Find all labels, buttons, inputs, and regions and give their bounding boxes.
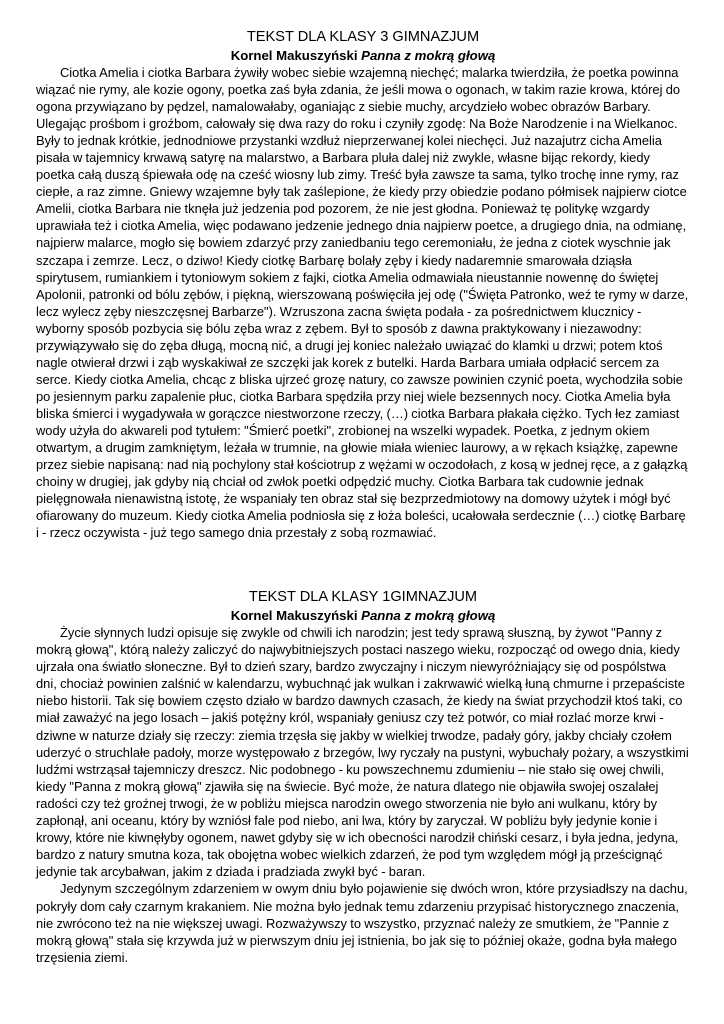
work-title: Panna z mokrą głową [361, 48, 496, 63]
body-paragraph: Ciotka Amelia i ciotka Barbara żywiły wobec siebie wzajemną niechęć; malarka twierdziła, że poetka powinna wiązać nie rymy, ale kozie ogony, poetka zaś była zdania, że jeśli mowa o ogonach, w takim razie krowa, której do ogona przywiązano by pędzel, namalowałaby, oganiając z siebie muchy, arcydzieło wobec obrazów Barbary. Ulegając prośbom i groźbom, całowały się dwa razy do roku i czyniły zgodę: Na Boże Narodzenie i na Wielkanoc. Były to jednak krótkie, jednodniowe przystanki wzdłuż nieprzerwanej kolei niechęci. Już nazajutrz cicha Amelia pisała w tajemnicy krwawą satyrę na malarstwo, a Barbara pluła dalej niż zwykle, własne bijąc rekordy, kiedy poetka całą duszą śpiewała odę na cześć wiosny lub zimy. Treść była zawsze ta sama, tylko trochę inne rymy, raz ciepłe, a raz zimne. Gniewy wzajemne były tak zaślepione, że kiedy przy obiedzie podano półmisek najpierw ciotce Amelii, ciotka Barbara nie tknęła już jedzenia pod pozorem, że nie jest głodna. Ponieważ tę politykę wzgardy uprawiała też i ciotka Amelia, więc podawano jedzenie jednego dnia najpierw poetce, a drugiego dnia, na odmianę, najpierw malarce, mogło się bowiem zdarzyć przy zaniedbaniu tego ceremoniału, że jedna z ciotek wyschnie jak szczapa i zemrze. Lecz, o dziwo! Kiedy ciotkę Barbarę bolały zęby i kiedy nadaremnie smarowała dziąsła spirytusem, rumiankiem i tytoniowym sokiem z fajki, ciotka Amelia odmawiała nieustannie nowennę do świętej Apolonii, patronki od bólu zębów, i piękną, wierszowaną poświęciła jej odę ("Święta Patronko, weź te rymy w darze, lecz wylecz zęby nieszczęsnej Barbarze"). Wzruszona zacna święta podała - za pośrednictwem klucznicy - wyborny sposób pozbycia się bólu zęba wraz z zębem. Był to sposób z dawna praktykowany i niezawodny: przywiązywało się do zęba długą, mocną nić, a drugi jej koniec należało uwiązać do klamki u drzwi; potem ktoś nagle otwierał drzwi i ząb wyskakiwał ze szczęki jak korek z butelki. Harda Barbara umiała odpłacić sercem za serce. Kiedy ciotka Amelia, chcąc z bliska ujrzeć grozę natury, co zawsze powinien czynić poeta, wychodziła sobie po jesiennym parku zapalenie płuc, ciotka Barbara spędziła przy niej wiele bezsennych nocy. Ciotka Amelia była bliska śmierci i wygadywała w gorączce niestworzone rzeczy, (…) ciotka Barbara płakała ciężko. Tych łez zamiast wody użyła do akwareli pod tytułem: "Śmierć poetki", zrobionej na wszelki wypadek. Poetka, z jednym okiem otwartym, a drugim zamkniętym, leżała w trumnie, na głowie miała wieniec laurowy, a w rękach książkę, zapewne przez siebie napisaną: nad nią pochylony stał kościotrup z wężami w oczodołach, z kosą w jednej ręce, a z gałązką choiny w drugiej, jak gdyby nią chciał od zwłok poetki odpędzić muchy. Ciotka Barbara tak cudownie jednak pielęgnowała nienawistną istotę, że wspaniały ten obraz stał się bezprzedmiotowy na domowy użytek i mógł być ofiarowany do muzeum. Kiedy ciotka Amelia podniosła się z łoża boleści, ucałowała serdecznie (…) ciotkę Barbarę i - rzecz oczywista - już tego samego dnia przestały z sobą rozmawiać. [36, 65, 689, 541]
section-byline [36, 607, 690, 624]
body-paragraph: Jedynym szczególnym zdarzeniem w owym dniu było pojawienie się dwóch wron, które przysiadłszy na dachu, pokryły dom cały czarnym krakaniem. Nie można było jednak temu zdarzeniu przypisać historycznego znaczenia, nie zwrócono też na nie większej uwagi. Rozważywszy to wszystko, przyznać należy ze smutkiem, że "Pannie z mokrą głową" stała się krzywda już w pierwszym dniu jej istnienia, bo jak się to później okaże, godna była małego trzęsienia ziemi. [36, 881, 688, 965]
section-title: TEKST DLA KLASY 1GIMNAZJUM [248, 589, 478, 605]
author-name: Kornel Makuszyński [230, 48, 358, 63]
section-title: TEKST DLA KLASY 3 GIMNAZJUM [246, 29, 480, 45]
section-grade-3 [36, 28, 690, 541]
section-byline [36, 47, 690, 64]
work-title: Panna z mokrą głową [361, 608, 496, 623]
body-paragraph: Życie słynnych ludzi opisuje się zwykle od chwili ich narodzin; jest tedy sprawą słuszną, by żywot "Panny z mokrą głową", którą należy zaliczyć do najwybitniejszych postaci naszego wieku, rozpocząć od owego dnia, kiedy ujrzała ona światło słoneczne. Był to dzień szary, bardzo zwyczajny i niczym niewyróżniający się od pospólstwa dni, chociaż powinien zalśnić w kalendarzu, wybuchnąć jak wulkan i zakrwawić wielką łuną chmurne i przepaściste niebo historii. Tak się bowiem często działo w bardzo dawnych czasach, że kiedy na świat przychodził ktoś taki, co miał zaważyć na jego losach – jakiś potężny król, wspaniały geniusz czy też potwór, co miał rozlać morze krwi - dziwne w naturze działy się rzeczy: ziemia trzęsła się jakby w wielkiej trwodze, padały góry, jakby chciały czołem uderzyć o struchlałe padoły, morze występowało z brzegów, lwy ryczały na pustyni, wybuchały pożary, a wszystkimi ludźmi wstrząsał tajemniczy dreszcz. Nic podobnego - ku powszechnemu zdumieniu – nie stało się owej chwili, kiedy "Panna z mokrą głową" zjawiła się na świecie. Być może, że natura dlatego nie objawiła swojej oszalałej radości czy też groźnej trwogi, że w pobliżu miejsca narodzin owego stworzenia nie było ani wulkanu, który by zapłonął, ani oceanu, który by wzniósł fale pod niebo, ani lwa, który by zaryczał. W pobliżu były jedynie konie i krowy, które nie kiwnęłyby ogonem, nawet gdyby się w ich obecności narodził chiński cesarz, i była jedna, jedyna, bardzo z natury smutna koza, tak obojętna wobec wielkich zdarzeń, że pod tym względem mógł ją prześcignąć jedynie tak arcybałwan, jakim z dziada i pradziada zwykł być - baran. [36, 625, 689, 880]
author-name: Kornel Makuszyński [230, 608, 358, 623]
document-page [36, 28, 690, 965]
section-grade-1 [36, 588, 690, 966]
